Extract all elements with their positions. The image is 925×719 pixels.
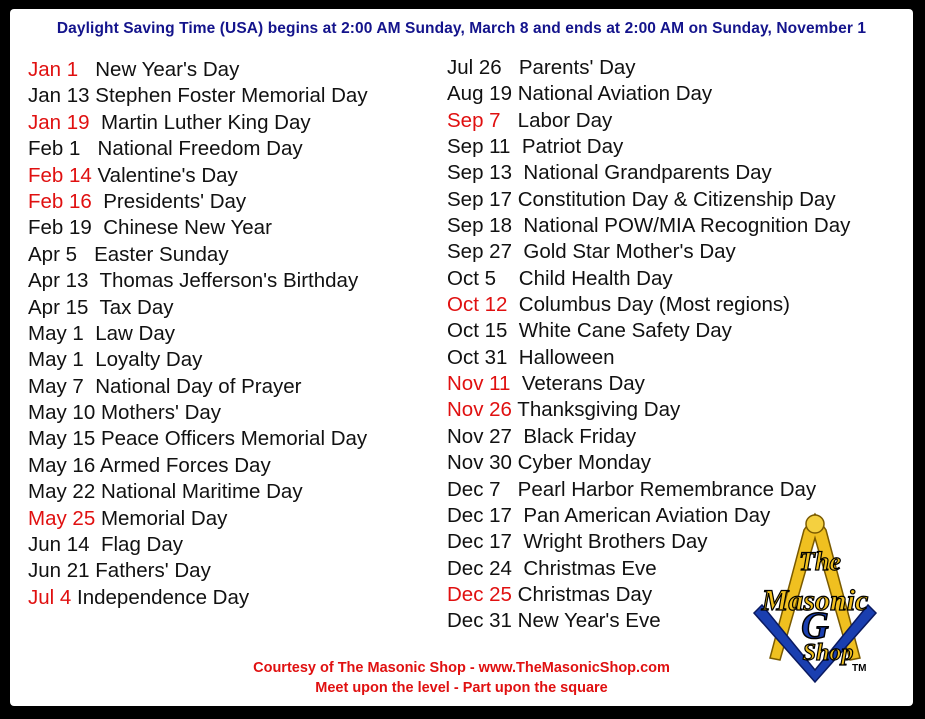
holiday-name: Stephen Foster Memorial Day [95,84,368,108]
holiday-row [28,374,368,400]
holiday-date: Dec 17 [447,530,512,554]
holiday-spacer [512,214,523,237]
holiday-name: Mothers' Day [100,401,222,425]
holiday-date: Nov 11 [447,372,511,396]
holiday-name: New Year's Eve [517,609,661,633]
holiday-row [28,426,368,452]
holiday-date: Feb 14 [28,163,92,187]
holiday-row [28,136,368,162]
holiday-date: Apr 15 [28,295,89,319]
holiday-row [28,453,368,479]
holiday-date: Jun 14 [28,533,90,557]
trademark-mark: TM [852,663,867,674]
holiday-spacer [512,161,523,184]
holiday-date: Jan 13 [28,84,90,108]
holiday-name: National Aviation Day [517,82,713,106]
holiday-name: Flag Day [100,533,183,557]
holiday-date: May 22 [28,480,96,504]
holiday-spacer [90,533,101,556]
holiday-row [28,242,368,268]
holiday-name: Wright Brothers Day [523,530,708,554]
holiday-row [28,57,368,83]
holiday-spacer [88,269,99,292]
holiday-row [447,108,850,134]
holiday-name: Labor Day [517,108,613,132]
holiday-name: Pearl Harbor Remembrance Day [517,477,817,501]
holiday-date: Jul 4 [28,585,72,609]
holiday-spacer [507,293,518,316]
holiday-list-left [28,57,368,611]
holiday-spacer [512,530,523,553]
holiday-name: Black Friday [523,424,637,448]
holiday-date: Nov 27 [447,424,512,448]
holiday-row [447,81,850,107]
holiday-date: Sep 11 [447,135,511,159]
holiday-row [28,558,368,584]
holiday-name: Cyber Monday [517,451,651,475]
holiday-spacer [92,190,103,213]
holiday-name: National POW/MIA Recognition Day [523,214,851,238]
holiday-spacer [507,319,518,342]
holiday-row [28,347,368,373]
holiday-date: Jan 19 [28,110,90,134]
holiday-spacer [512,504,523,527]
holiday-row [447,397,850,423]
holiday-spacer [80,137,97,160]
holiday-date: Sep 13 [447,161,512,185]
holiday-spacer [510,135,521,158]
holiday-date: May 25 [28,506,96,530]
holiday-row [447,266,850,292]
holiday-name: Pan American Aviation Day [523,503,771,527]
holiday-name: Loyalty Day [95,348,203,372]
holiday-row [28,295,368,321]
holiday-name: Christmas Eve [523,556,657,580]
footer-courtesy: Courtesy of The Masonic Shop - www.TheMasonicShop.com [253,660,670,676]
holiday-name: Presidents' Day [103,189,247,213]
holiday-name: Tax Day [99,295,174,319]
holiday-name: Law Day [95,321,175,345]
holiday-date: Dec 31 [447,609,512,633]
holiday-date: Jun 21 [28,559,90,583]
holiday-row [28,189,368,215]
holiday-date: Feb 1 [28,137,81,161]
holiday-spacer [512,240,523,263]
holiday-spacer [84,322,95,345]
holiday-name: Parents' Day [518,56,636,79]
holiday-name: National Maritime Day [100,480,303,504]
holiday-date: Apr 13 [28,269,89,293]
holiday-name: White Cane Safety Day [518,319,732,343]
holiday-spacer [512,425,523,448]
holiday-date: Oct 5 [447,266,496,290]
holiday-row [28,163,368,189]
holiday-spacer [84,375,95,398]
holiday-row [447,239,850,265]
holiday-date: Dec 7 [447,477,501,501]
holiday-row [447,292,850,318]
holiday-row [28,479,368,505]
holiday-name: Columbus Day (Most regions) [518,293,790,317]
holiday-date: Jul 26 [447,56,502,79]
holiday-name: Easter Sunday [94,242,229,266]
holiday-row [447,345,850,371]
holiday-name: Fathers' Day [95,559,211,583]
holiday-name: Martin Luther King Day [100,110,311,134]
holiday-row [447,371,850,397]
holiday-spacer [507,346,518,369]
holiday-name: Thomas Jefferson's Birthday [99,269,359,293]
holiday-date: May 7 [28,374,84,398]
holiday-spacer [92,216,103,239]
holiday-date: May 16 [28,453,96,477]
holiday-spacer [501,109,518,132]
holiday-date: Feb 16 [28,189,92,213]
holiday-row [447,55,850,81]
holiday-name: Memorial Day [100,506,228,530]
footer-motto: Meet upon the level - Part upon the square [315,680,608,696]
holiday-row [447,424,850,450]
holiday-name: National Freedom Day [97,137,303,161]
holiday-row [28,268,368,294]
holiday-date: Oct 12 [447,293,508,317]
holiday-row [447,134,850,160]
holiday-name: Thanksgiving Day [517,398,681,422]
holiday-row [28,321,368,347]
holiday-spacer [84,348,95,371]
holiday-row [447,477,850,503]
holiday-name: Armed Forces Day [99,453,271,477]
holiday-spacer [496,267,519,290]
holiday-name: Independence Day [77,585,250,609]
holiday-name: Peace Officers Memorial Day [100,427,368,451]
holiday-date: Nov 26 [447,398,512,422]
holiday-name: National Grandparents Day [523,161,772,185]
holiday-date: Oct 15 [447,319,508,343]
holiday-spacer [510,372,521,395]
holiday-date: Apr 5 [28,242,77,266]
holiday-date: Sep 27 [447,240,512,264]
holiday-row [28,585,368,611]
holiday-date: May 1 [28,321,84,345]
holiday-row [28,532,368,558]
holiday-date: Sep 7 [447,108,501,132]
holiday-spacer [90,111,101,134]
logo-word-the: The [799,547,841,576]
holiday-row [28,110,368,136]
holiday-date: Dec 17 [447,503,512,527]
holiday-spacer [77,243,94,266]
holiday-row [447,318,850,344]
holiday-row [447,450,850,476]
holiday-name: Chinese New Year [103,216,272,240]
holiday-row [28,215,368,241]
holiday-date: Feb 19 [28,216,92,240]
masonic-shop-logo [740,510,890,685]
logo-word-masonic: Masonic [761,584,869,617]
holiday-name: National Day of Prayer [95,374,302,398]
holiday-date: Jan 1 [28,58,79,81]
logo-letter-g: G [801,605,829,647]
holiday-spacer [502,56,519,79]
holiday-date: May 15 [28,427,96,451]
holiday-name: New Year's Day [95,58,240,81]
holiday-date: Aug 19 [447,82,512,106]
holiday-spacer [512,557,523,580]
holiday-row [447,187,850,213]
holiday-date: May 10 [28,401,96,425]
logo-word-shop: Shop [802,640,854,666]
holiday-date: Nov 30 [447,451,512,475]
holiday-spacer [88,296,99,319]
holiday-date: Dec 25 [447,582,512,606]
holiday-row [28,400,368,426]
holiday-date: May 1 [28,348,84,372]
holiday-date: Dec 24 [447,556,512,580]
holiday-row [28,506,368,532]
holiday-name: Christmas Day [517,582,653,606]
holiday-name: Patriot Day [521,135,624,159]
holiday-name: Gold Star Mother's Day [523,240,736,264]
holiday-spacer [501,478,518,501]
holiday-date: Sep 18 [447,214,512,238]
holiday-name: Constitution Day & Citizenship Day [517,187,836,211]
holiday-date: Sep 17 [447,187,512,211]
holiday-row [28,83,368,109]
holiday-row [447,213,850,239]
holiday-name: Halloween [518,345,615,369]
holiday-name: Child Health Day [518,266,673,290]
holiday-spacer [78,58,95,81]
holiday-name: Veterans Day [521,372,645,396]
dst-header: Daylight Saving Time (USA) begins at 2:00 AM Sunday, March 8 and ends at 2:00 AM on Sunday, November 1 [56,20,867,37]
holiday-row [447,160,850,186]
holiday-date: Oct 31 [447,345,508,369]
holiday-name: Valentine's Day [97,163,238,187]
